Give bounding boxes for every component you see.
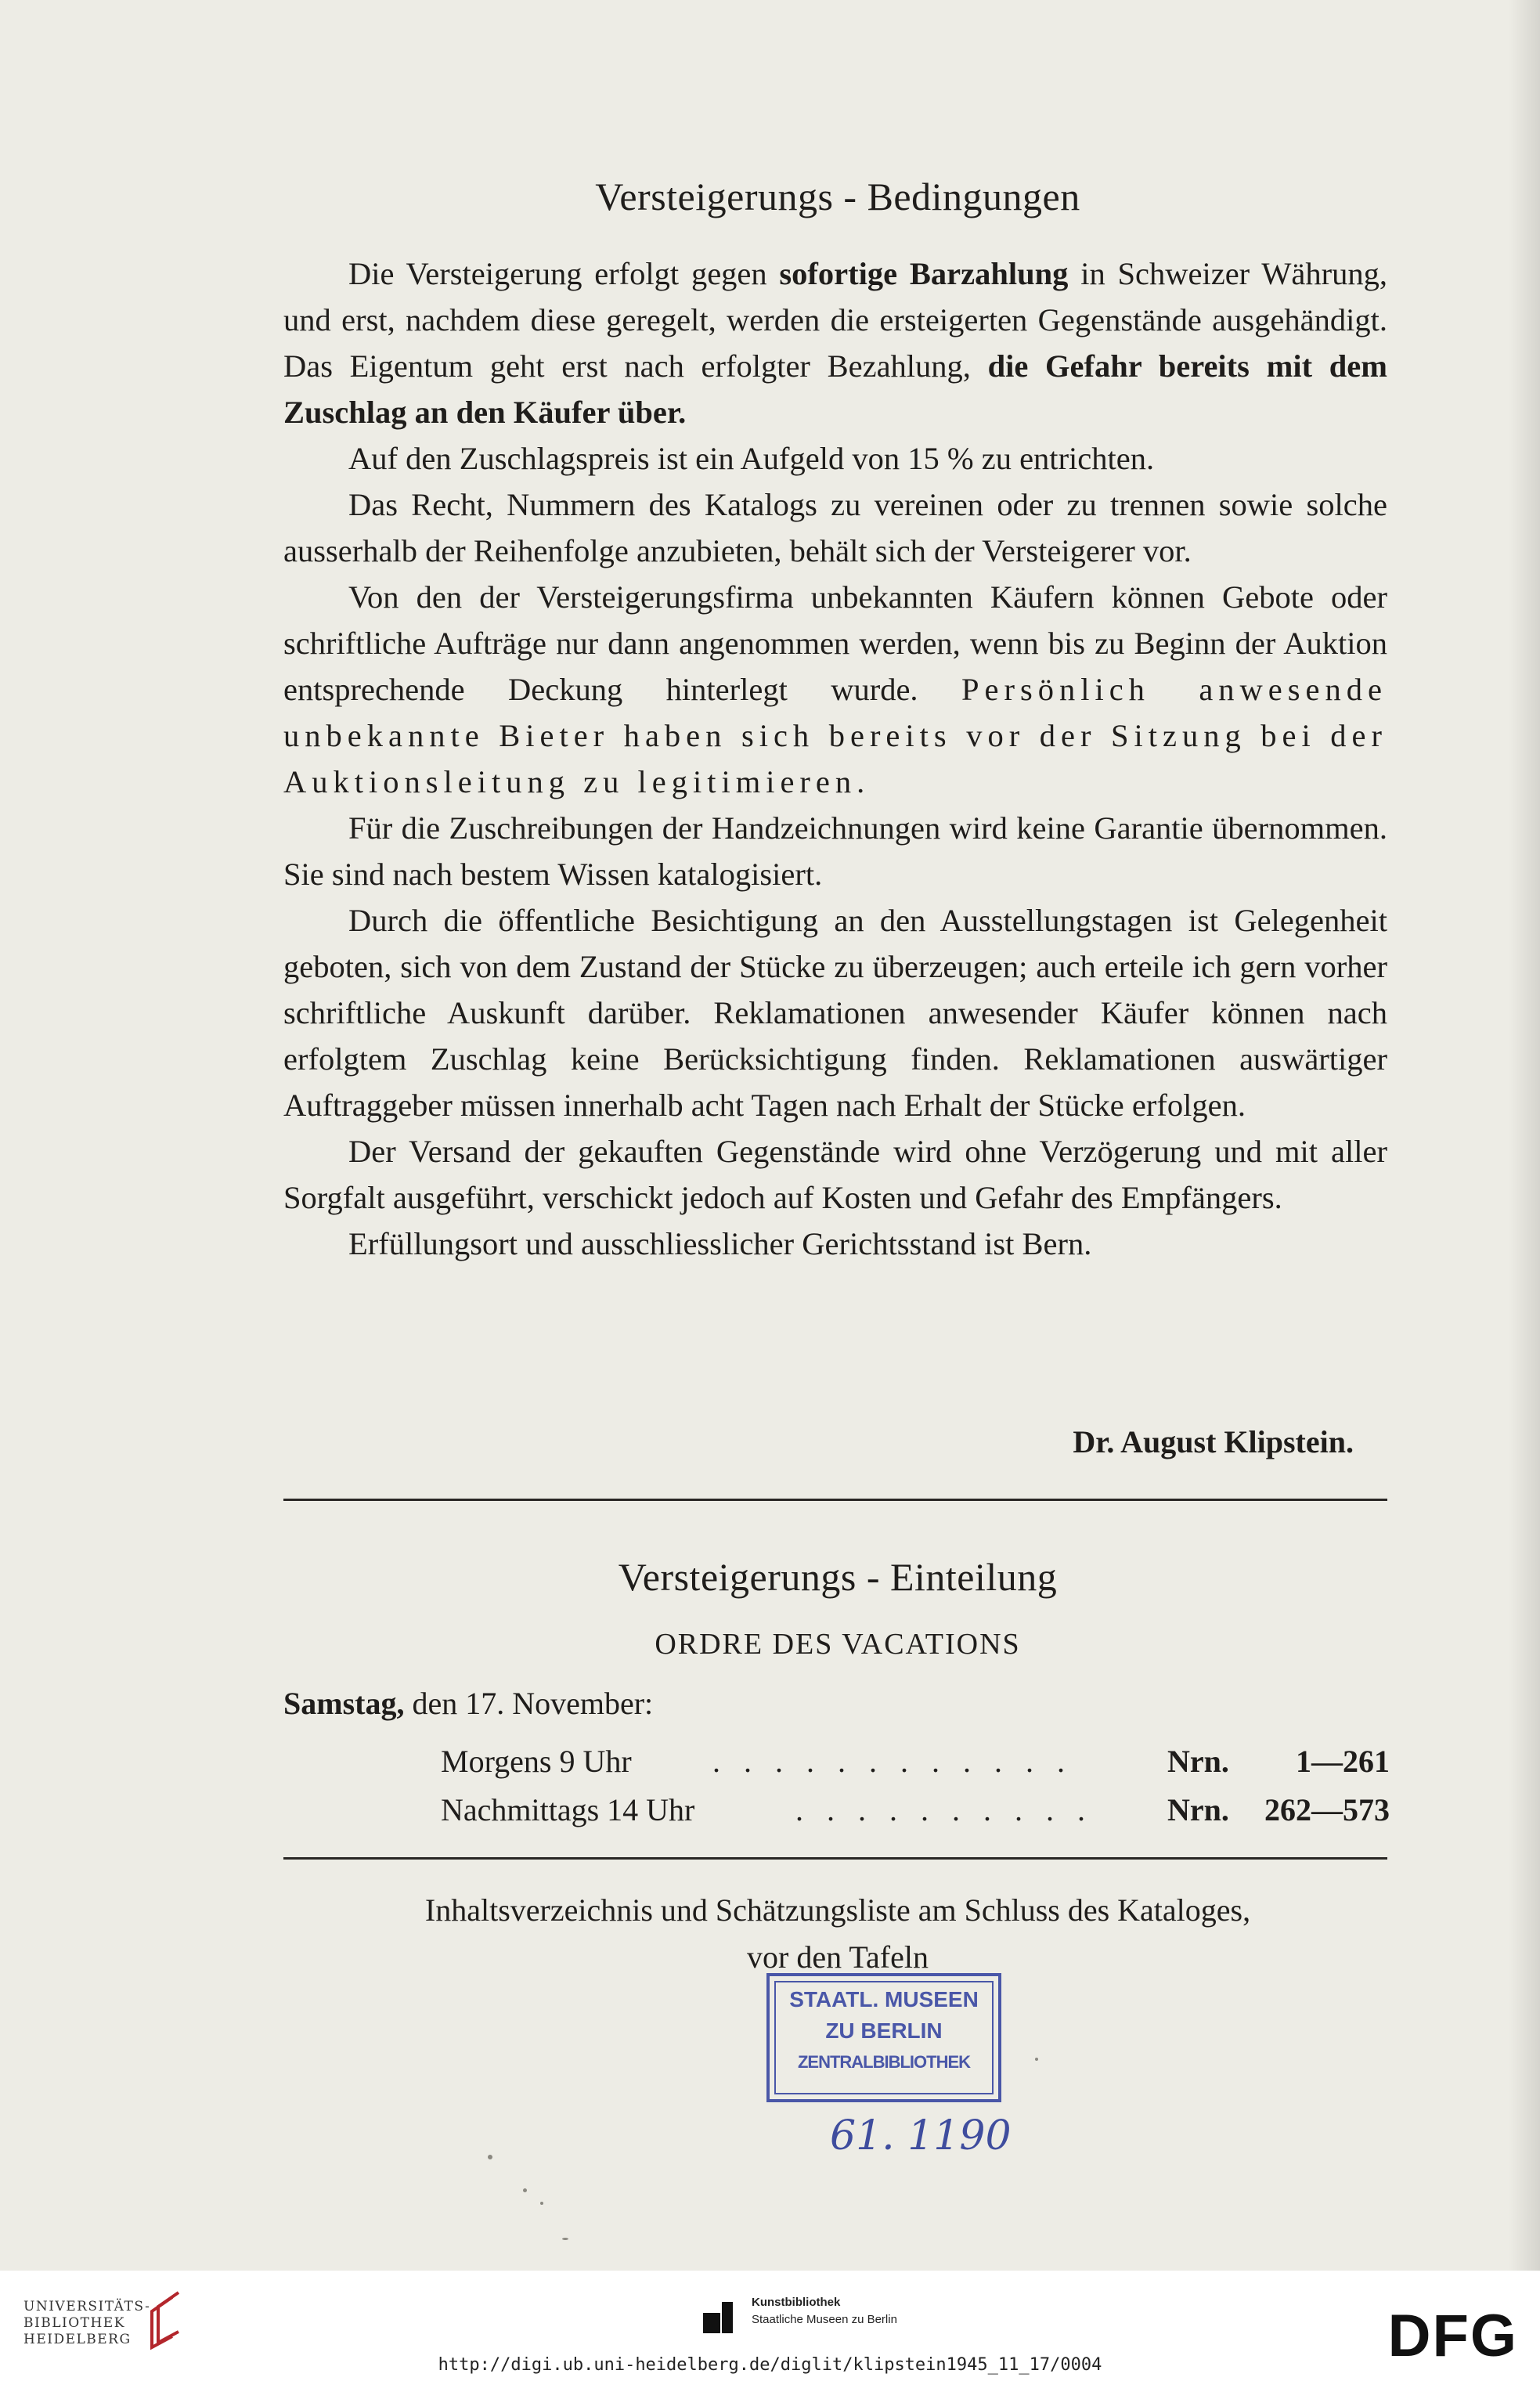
terms-p1-bold-risk: die Gefahr bereits mit dem Zuschlag an den Käufer über. xyxy=(283,348,1387,430)
divider-rule-top xyxy=(283,1499,1387,1501)
divider-rule-bottom xyxy=(283,1857,1387,1860)
terms-p1-text: Die Versteigerung erfolgt gegen xyxy=(348,256,780,291)
stamp-line-2: ZU BERLIN xyxy=(825,2018,943,2043)
schedule-heading: Versteigerungs - Einteilung xyxy=(618,1555,1058,1599)
schedule-row-range: 1—261 xyxy=(1296,1744,1390,1779)
kb-logo-line2: Staatliche Museen zu Berlin xyxy=(752,2313,897,2326)
footer-bar xyxy=(0,2271,1540,2381)
schedule-date xyxy=(283,1685,653,1722)
kb-logo-line1: Kunstbibliothek xyxy=(752,2296,841,2309)
terms-paragraph-complaints: Durch die öffentliche Besichtigung an den Ausstellungstagen ist Gelegenheit geboten, sich von dem Zustand der Stücke zu überzeugen; auch erteile ich gern vorher schriftliche Auskunft darüber. Reklamationen anwesender Käufer können nach erfolgtem Zuschlag keine Berücksichtigung finden. Reklamationen auswärtiger Auftraggeber müssen innerhalb acht Tagen nach Erhalt der Stücke erfolgen. xyxy=(283,903,1387,1123)
schedule-row-morning xyxy=(441,1743,1390,1790)
paper-speck xyxy=(523,2188,527,2192)
terms-heading: Versteigerungs - Bedingungen xyxy=(595,175,1080,218)
terms-paragraph-numbers: Das Recht, Nummern des Katalogs zu vereinen oder zu trennen sowie solche ausserhalb der Reihenfolge anzubieten, behält sich der Versteigerer vor. xyxy=(283,487,1387,568)
library-stamp xyxy=(766,1973,1001,2102)
schedule-row-dots: . . . . . . . . . . . . xyxy=(712,1744,1073,1779)
terms-paragraph-bidders xyxy=(283,574,1387,805)
uni-logo-line3: HEIDELBERG xyxy=(23,2332,132,2347)
schedule-day: Samstag, xyxy=(283,1686,405,1721)
schedule-row-nrn: Nrn. xyxy=(1167,1792,1229,1827)
contents-note-line2: vor den Tafeln xyxy=(747,1939,929,1975)
terms-p1-text-continued: in Schweizer Währung, und erst, nachdem diese geregelt, werden die ersteigerten Gegenstände ausgehändigt. Das Eigentum geht erst nach erfolgter Bezahlung, xyxy=(283,256,1388,384)
schedule-subheading: ORDRE DES VACATIONS xyxy=(655,1628,1021,1661)
schedule-date-rest: den 17. November: xyxy=(404,1686,654,1721)
uni-logo-line2: BIBLIOTHEK xyxy=(23,2315,125,2331)
terms-paragraph-premium: Auf den Zuschlagspreis ist ein Aufgeld von 15 % zu entrichten. xyxy=(348,441,1155,476)
permalink-url[interactable]: http://digi.ub.uni-heidelberg.de/diglit/klipstein1945_11_17/0004 xyxy=(438,2355,1102,2375)
schedule-row-label: Morgens 9 Uhr xyxy=(441,1744,632,1779)
paper-speck xyxy=(1035,2058,1038,2061)
kunstbibliothek-logo-icon xyxy=(703,2302,734,2333)
university-library-mark-icon xyxy=(141,2288,186,2350)
contents-note-line1: Inhaltsverzeichnis und Schätzungsliste am Schluss des Kataloges, xyxy=(424,1892,1251,1928)
paper-speck xyxy=(540,2202,543,2205)
terms-p4-spaced-text: Persönlich anwesende unbekannte Bieter haben sich bereits vor der Sitzung bei der Auktionsleitung zu legitimieren. xyxy=(283,672,1387,799)
paper-speck xyxy=(488,2155,492,2159)
schedule-row-dots: . . . . . . . . . . xyxy=(795,1792,1093,1827)
terms-paragraph-shipping: Der Versand der gekauften Gegenstände wird ohne Verzögerung und mit aller Sorgfalt ausgeführt, verschickt jedoch auf Kosten und Gefahr des Empfängers. xyxy=(283,1134,1387,1215)
signature: Dr. August Klipstein. xyxy=(1073,1424,1354,1459)
accession-number: 61. 1190 xyxy=(830,2112,1012,2159)
terms-paragraph-jurisdiction: Erfüllungsort und ausschliesslicher Gerichtsstand ist Bern. xyxy=(348,1226,1092,1261)
schedule-row-range: 262—573 xyxy=(1264,1792,1390,1827)
schedule-row-afternoon xyxy=(441,1791,1390,1838)
schedule-row-nrn: Nrn. xyxy=(1167,1744,1229,1779)
terms-paragraph-attributions: Für die Zuschreibungen der Handzeichnungen wird keine Garantie übernommen. Sie sind nach bestem Wissen katalogisiert. xyxy=(283,810,1387,892)
uni-logo-line1: UNIVERSITÄTS- xyxy=(23,2299,151,2314)
kunstbibliothek-logo[interactable] xyxy=(752,2294,897,2329)
terms-text xyxy=(283,251,1387,1267)
stamp-line-3: ZENTRALBIBLIOTHEK xyxy=(797,2052,971,2072)
terms-p4-text: Von den der Versteigerungsfirma unbekannten Käufern können Gebote oder schriftliche Aufträge nur dann angenommen werden, wenn bis zu Beginn der Auktion entsprechende Deckung hinterlegt wurde. xyxy=(283,579,1387,707)
schedule-row-label: Nachmittags 14 Uhr xyxy=(441,1792,695,1827)
stamp-line-1: STAATL. MUSEEN xyxy=(789,1987,979,2011)
university-library-logo[interactable] xyxy=(23,2299,150,2348)
terms-paragraph-payment xyxy=(283,251,1387,435)
dfg-logo[interactable]: DFG xyxy=(1387,2303,1518,2369)
terms-p1-bold-cash: sofortige Barzahlung xyxy=(779,256,1069,291)
paper-speck xyxy=(562,2238,568,2240)
